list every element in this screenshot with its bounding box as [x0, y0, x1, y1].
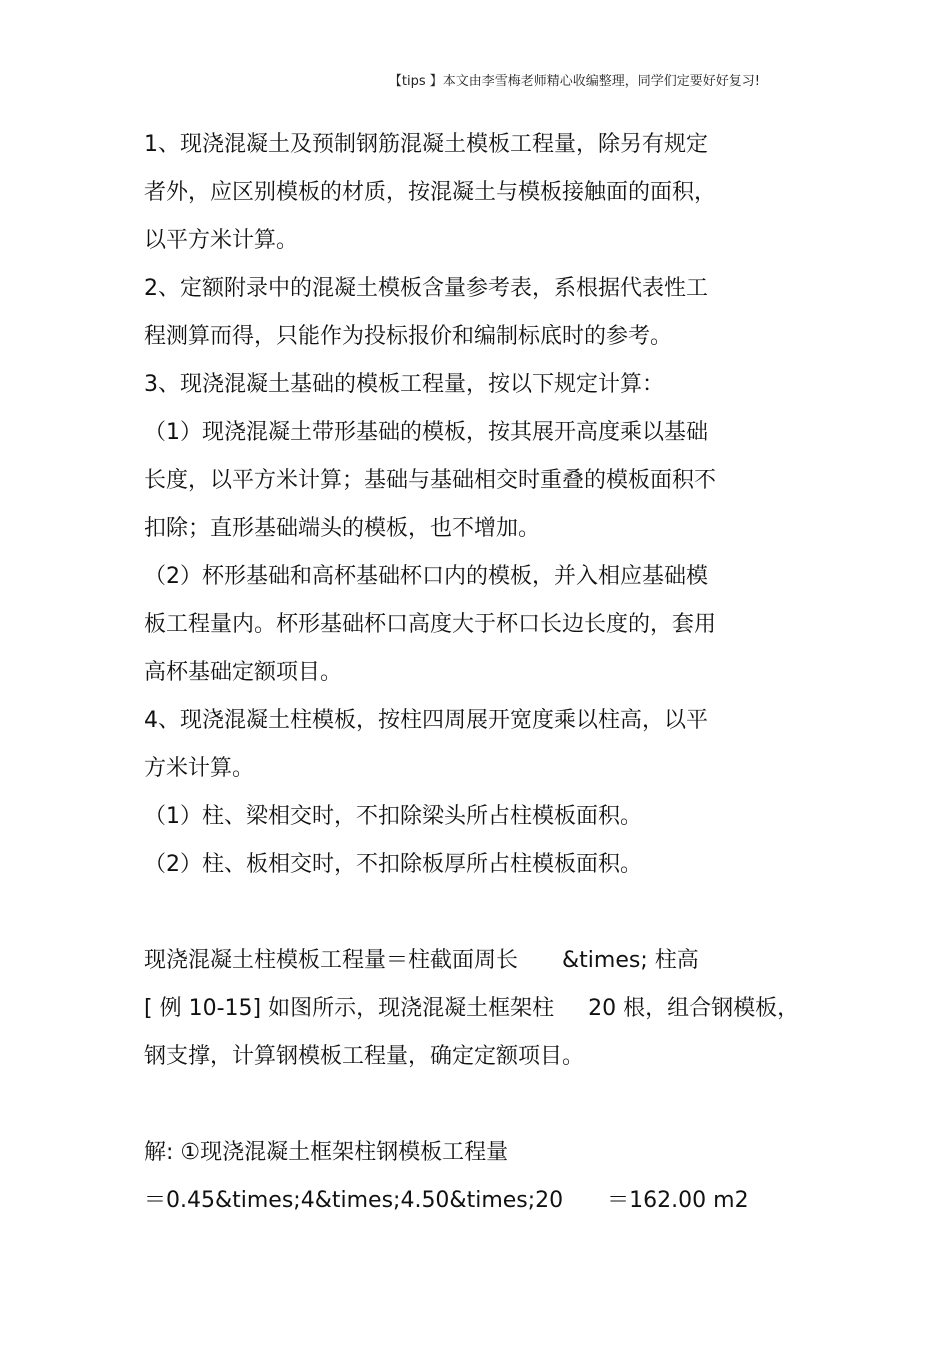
- example-part1: [ 例 10-15] 如图所示，现浇混凝土框架柱: [144, 996, 555, 1021]
- text-line: 板工程量内。杯形基础杯口高度大于杯口长边长度的，套用: [144, 612, 717, 637]
- text-line: 方米计算。: [144, 756, 255, 781]
- text-line: 3、现浇混凝土基础的模板工程量，按以下规定计算：: [144, 372, 664, 397]
- text-line: 高杯基础定额项目。: [144, 660, 343, 685]
- calc-right: ＝162.00 m2: [607, 1188, 749, 1213]
- text-line: 4、现浇混凝土柱模板，按柱四周展开宽度乘以柱高，以平: [144, 708, 708, 733]
- text-line: （2）杯形基础和高杯基础杯口内的模板，并入相应基础模: [144, 564, 708, 589]
- calculation-line: [144, 1186, 749, 1216]
- header-tip: 【tips 】本文由李雪梅老师精心收编整理，同学们定要好好复习!: [388, 74, 760, 89]
- text-line: 者外，应区别模板的材质，按混凝土与模板接触面的面积，: [144, 180, 717, 205]
- solution-line: 解: ①现浇混凝土框架柱钢模板工程量: [144, 1140, 509, 1165]
- formula-left: 现浇混凝土柱模板工程量＝柱截面周长: [144, 948, 519, 973]
- text-line: 扣除；直形基础端头的模板，也不增加。: [144, 516, 541, 541]
- text-line: （2）柱、板相交时，不扣除板厚所占柱模板面积。: [144, 852, 642, 877]
- text-line: （1）柱、梁相交时，不扣除梁头所占柱模板面积。: [144, 804, 642, 829]
- text-line: 2、定额附录中的混凝土模板含量参考表，系根据代表性工: [144, 276, 708, 301]
- formula-line: [144, 946, 699, 976]
- text-line: 以平方米计算。: [144, 228, 299, 253]
- formula-right: &times; 柱高: [562, 948, 699, 973]
- text-line: 1、现浇混凝土及预制钢筋混凝土模板工程量，除另有规定: [144, 132, 708, 157]
- example-line2: 钢支撑，计算钢模板工程量，确定定额项目。: [144, 1044, 585, 1069]
- example-part2: 20 根，组合钢模板，: [588, 996, 800, 1021]
- example-line: [144, 994, 799, 1024]
- text-line: 程测算而得，只能作为投标报价和编制标底时的参考。: [144, 324, 673, 349]
- text-line: 长度，以平方米计算；基础与基础相交时重叠的模板面积不: [144, 468, 717, 493]
- text-line: （1）现浇混凝土带形基础的模板，按其展开高度乘以基础: [144, 420, 708, 445]
- calc-left: ＝0.45&times;4&times;4.50&times;20: [144, 1188, 564, 1213]
